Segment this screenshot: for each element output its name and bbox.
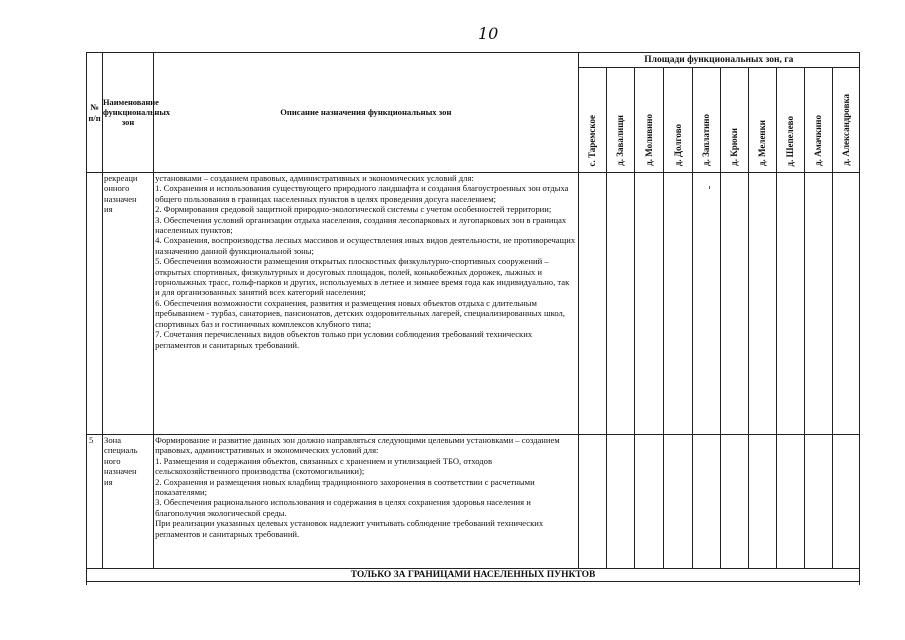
description-paragraph: 1. Размещения и содержания объектов, связанных с хранением и утилизацией ТБО, отходов сельскохозяйственного производства (скотомогильники); (155, 455, 493, 477)
description-paragraph: Формирование и развитие данных зон должно направляться следующими целевыми установками – созданием правовых, административных и экономических условий для: (155, 435, 560, 456)
scan-mark (709, 186, 710, 189)
zone-name-line: онного (104, 183, 130, 194)
page-number: 10 (478, 24, 499, 43)
area-cell (606, 435, 634, 569)
header-num-label: № п/п (88, 102, 101, 123)
description-paragraph: 1. Сохранения и использования существующего природного ландшафта и создания благоустроенных зон отдыха общего пользования в границах населенных пунктов в целях проведения досуга населением; (155, 183, 569, 204)
settlement-label: д. Завалищи (614, 115, 625, 166)
zone-description (154, 435, 578, 569)
area-cell (804, 173, 832, 435)
description-paragraph: При реализации указанных целевых установок надлежит учитывать соблюдение требований технических регламентов и санитарных требований. (155, 518, 544, 539)
description-paragraph: 5. Обеспечения возможности размещения открытых плоскостных физкультурно-спортивных сооружений – открытых спортивных, физкультурных и досуговых площадок, полей, конькобежных дорожек, лыжных и горнолыжных трасс, гольф-парков и других, используемых в летнее и зимнее время года как индивидуально, так и для организованных занятий всех категорий населения; (155, 256, 570, 298)
header-name (103, 53, 171, 173)
row-num (87, 173, 103, 435)
row-num: 5 (87, 435, 103, 569)
area-cell (692, 435, 720, 569)
settlement-label: д. Заплатино (700, 114, 711, 166)
frame-line-left (86, 52, 87, 585)
header-settlement (832, 68, 859, 173)
area-cell (634, 173, 663, 435)
description-paragraph: 2. Формирования средовой защитной природно-экологической системы с учетом особенностей территории; (155, 204, 552, 215)
zone-name (103, 435, 154, 569)
header-settlement (634, 68, 663, 173)
description-paragraph: 7. Сочетания перечисленных видов объектов только при условии соблюдения требований технических регламентов и санитарных требований. (155, 329, 533, 350)
area-cell (776, 435, 804, 569)
header-settlement (720, 68, 748, 173)
zone-name-line: рекреаци (104, 173, 138, 183)
zone-name (103, 173, 154, 435)
header-settlement (663, 68, 692, 173)
area-cell (606, 173, 634, 435)
area-cell (720, 173, 748, 435)
header-zones-title-label: Площади функциональных зон, га (644, 54, 794, 65)
zone-name-line: специаль (104, 445, 138, 456)
header-settlement (692, 68, 720, 173)
zone-name-line: ия (104, 204, 113, 215)
description-paragraph: 2. Сохранения и размещения новых кладбищ традиционного захоронения в соответствии с расчетными показателями; (155, 476, 535, 498)
area-cell (832, 435, 859, 569)
area-cell (692, 173, 720, 435)
settlement-label: д. Меленки (757, 119, 768, 166)
area-cell (804, 435, 832, 569)
zone-name-line: ного (104, 455, 121, 466)
area-cell (634, 435, 663, 569)
area-cell (663, 435, 692, 569)
settlement-label: д. Шепелево (785, 115, 796, 166)
header-settlement (748, 68, 776, 173)
header-settlement (804, 68, 832, 173)
footer-caption: ТОЛЬКО ЗА ГРАНИЦАМИ НАСЕЛЕННЫХ ПУНКТОВ (87, 569, 860, 582)
zone-name-line: Зона (104, 435, 122, 445)
area-cell (720, 435, 748, 569)
zone-name-line: ия (104, 476, 113, 487)
area-cell (748, 435, 776, 569)
settlement-label: д. Долгово (672, 123, 683, 166)
zone-name-line: назначен (104, 466, 137, 477)
zone-name-line: назначен (104, 193, 137, 204)
description-paragraph: 3. Обеспечения условий организации отдыха населения, создания лесопарковых и лугопарковых зон в границах населенных пунктов; (155, 214, 567, 236)
header-description (154, 53, 578, 173)
settlement-label: д. Крюки (729, 128, 740, 166)
settlement-label: д. Амачкино (813, 115, 824, 166)
header-settlement (776, 68, 804, 173)
description-paragraph: установками – созданием правовых, административных и экономических условий для: (155, 173, 474, 183)
area-cell (663, 173, 692, 435)
header-name-label: Наименование функциональных зон (103, 97, 171, 127)
table-row (87, 435, 860, 569)
description-paragraph: 6. Обеспечения возможности сохранения, развития и размещения новых объектов отдыха с длительным пребыванием - турбаз, санаториев, пансионатов, детских оздоровительных лагерей, специализированных школ, спортивных баз и гостиничных комплексов клубного типа; (155, 297, 565, 329)
table-row (87, 173, 860, 435)
header-description-label: Описание назначения функциональных зон (280, 107, 452, 118)
header-settlement (606, 68, 634, 173)
area-cell (578, 173, 606, 435)
settlement-label: д. Моливино (643, 114, 654, 166)
description-paragraph: 4. Сохранения, воспроизводства лесных массивов и осуществления иных видов деятельности, не противоречащих назначению данной функциональной зоны; (155, 235, 576, 256)
zone-description (154, 173, 578, 435)
functional-zones-table (86, 52, 860, 582)
area-cell (776, 173, 804, 435)
settlement-label: с. Таремское (586, 114, 597, 166)
table-footer-row (87, 569, 860, 582)
area-cell (748, 173, 776, 435)
functional-zones-table-sheet (86, 52, 860, 585)
description-paragraph: 3. Обеспечения рационального использования и содержания в целях сохранения здоровья населения и благополучия экологической среды. (155, 497, 531, 518)
header-settlement (578, 68, 606, 173)
area-cell (578, 435, 606, 569)
header-zones-title (578, 53, 859, 68)
header-num (87, 53, 103, 173)
area-cell (832, 173, 859, 435)
settlement-label: д. Александровка (840, 94, 851, 166)
frame-line-right (859, 52, 860, 585)
